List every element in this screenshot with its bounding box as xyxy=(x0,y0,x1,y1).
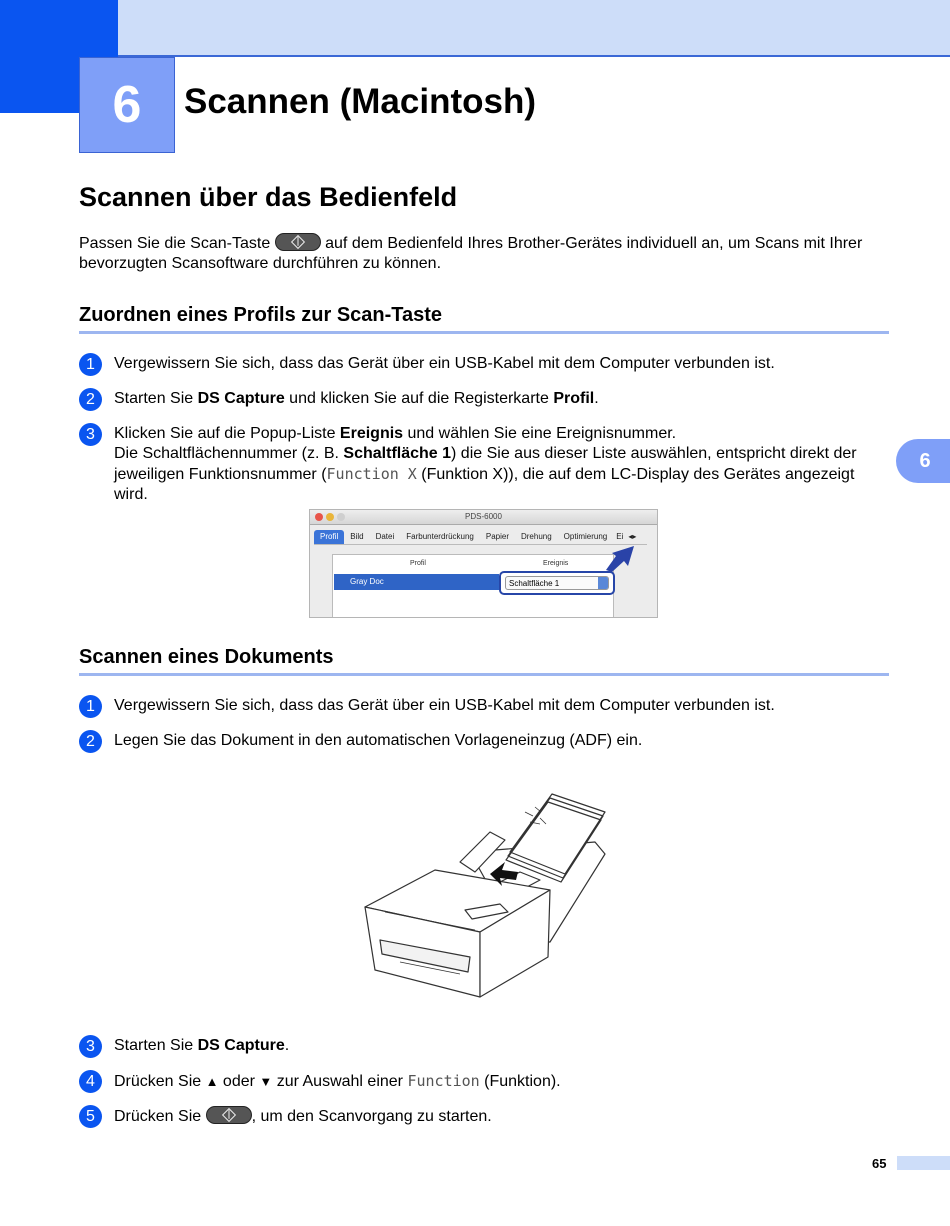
tab-datei[interactable]: Datei xyxy=(375,532,395,541)
step-2 xyxy=(79,389,879,409)
tab-bar xyxy=(314,530,647,545)
minimize-dot-icon[interactable] xyxy=(326,513,334,521)
step-4 xyxy=(79,1071,879,1092)
step-number: 2 xyxy=(79,388,102,411)
step-2 xyxy=(79,731,879,751)
subsection-rule xyxy=(79,331,889,334)
up-arrow-icon: ▲ xyxy=(205,1074,219,1089)
zoom-dot-icon[interactable] xyxy=(337,513,345,521)
step-number: 2 xyxy=(79,730,102,753)
step-number: 5 xyxy=(79,1105,102,1128)
tab-papier[interactable]: Papier xyxy=(485,532,509,541)
column-header-ereignis: Ereignis xyxy=(543,560,569,567)
step-3 xyxy=(79,424,879,505)
tab-profil[interactable]: Profil xyxy=(314,530,344,544)
page-number: 65 xyxy=(872,1156,887,1171)
header-band xyxy=(118,0,950,56)
footer-bar xyxy=(897,1156,950,1170)
window-titlebar xyxy=(310,510,657,525)
pointer-arrow-icon xyxy=(604,544,640,572)
step-text: Drücken Sie , um den Scanvorgang zu starten. xyxy=(114,1108,492,1125)
event-select-value: Schaltfläche 1 xyxy=(509,579,560,588)
chapter-number: 6 xyxy=(79,57,175,153)
step-number: 3 xyxy=(79,423,102,446)
step-number: 4 xyxy=(79,1070,102,1093)
step-text: Starten Sie DS Capture. xyxy=(114,1037,290,1054)
select-arrows-icon[interactable] xyxy=(598,577,608,589)
down-arrow-icon: ▼ xyxy=(259,1074,273,1089)
step-number: 1 xyxy=(79,695,102,718)
step-1 xyxy=(79,696,879,716)
column-header-profil: Profil xyxy=(410,560,426,567)
subsection-title-scan: Scannen eines Dokuments xyxy=(79,646,334,668)
close-dot-icon[interactable] xyxy=(315,513,323,521)
tab-bild[interactable]: Bild xyxy=(350,532,364,541)
intro-paragraph xyxy=(79,233,889,274)
step-number: 1 xyxy=(79,353,102,376)
event-select-highlight xyxy=(499,571,615,595)
step-text: Legen Sie das Dokument in den automatischen Vorlageneinzug (ADF) ein. xyxy=(114,732,643,749)
tab-optimierung[interactable]: Optimierung xyxy=(563,532,608,541)
step-3 xyxy=(79,1036,879,1056)
step-text: Vergewissern Sie sich, dass das Gerät über ein USB-Kabel mit dem Computer verbunden ist. xyxy=(114,697,775,714)
step-text: Klicken Sie auf die Popup-Liste Ereignis und wählen Sie eine Ereignisnummer. Die Schaltflächennummer (z. B. Schaltfläche 1) die Sie aus dieser Liste auswählen, entspricht direkt der jeweiligen Funktionsnummer (Function X (Funktion X)), die auf dem LC-Display des Gerätes angezeigt wird. xyxy=(114,425,857,503)
tab-scroll-arrows-icon[interactable]: ◂▸ xyxy=(628,532,637,541)
step-text: Starten Sie DS Capture und klicken Sie auf die Registerkarte Profil. xyxy=(114,390,599,407)
tab-farbunterdrueckung[interactable]: Farbunterdrückung xyxy=(406,532,474,541)
scanner-illustration xyxy=(360,792,610,1000)
step-text: Vergewissern Sie sich, dass das Gerät über ein USB-Kabel mit dem Computer verbunden ist. xyxy=(114,355,775,372)
tab-ei[interactable]: Ei xyxy=(616,532,624,541)
header-line xyxy=(118,55,950,57)
ds-capture-screenshot xyxy=(309,509,658,618)
profile-row[interactable]: Gray Doc xyxy=(334,574,499,590)
subsection-rule xyxy=(79,673,889,676)
step-5 xyxy=(79,1106,879,1127)
chapter-title: Scannen (Macintosh) xyxy=(184,82,536,121)
tab-drehung[interactable]: Drehung xyxy=(520,532,552,541)
step-text: Drücken Sie ▲ oder ▼ zur Auswahl einer Function (Funktion). xyxy=(114,1072,561,1090)
step-1 xyxy=(79,354,879,374)
scan-key-icon xyxy=(206,1106,252,1124)
intro-text-after: auf dem Bedienfeld Ihres Brother-Gerätes individuell an, um Scans mit Ihrer bevorzugten Scansoftware durchführen zu können. xyxy=(79,235,863,272)
event-select[interactable] xyxy=(505,576,609,590)
scan-key-icon xyxy=(275,233,321,251)
section-title: Scannen über das Bedienfeld xyxy=(79,182,458,212)
subsection-title-profile: Zuordnen eines Profils zur Scan-Taste xyxy=(79,304,443,326)
chapter-side-tab: 6 xyxy=(896,439,950,483)
intro-text-before: Passen Sie die Scan-Taste xyxy=(79,235,271,252)
step-number: 3 xyxy=(79,1035,102,1058)
window-title: PDS-6000 xyxy=(465,512,502,521)
